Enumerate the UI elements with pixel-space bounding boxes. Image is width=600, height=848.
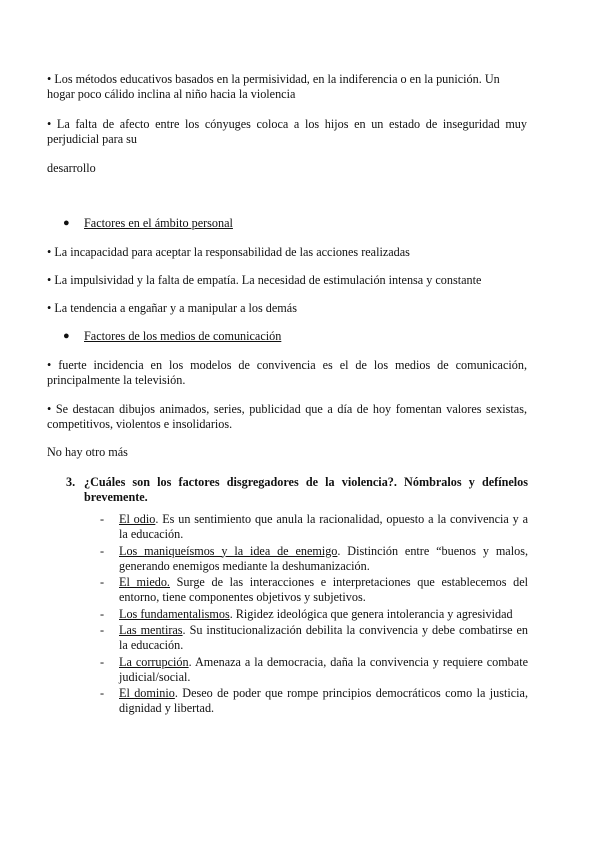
medios-item-2: • Se destacan dibujos animados, series, publicidad que a día de hoy fomentan valores sexistas, competitivos, violentos e insolidarios. <box>47 402 527 431</box>
personal-item-1: • La incapacidad para aceptar la responsabilidad de las acciones realizadas <box>47 245 410 259</box>
paragraph-desarrollo: desarrollo <box>47 161 96 175</box>
factor-term: El dominio <box>119 686 175 700</box>
personal-item-2: • La impulsividad y la falta de empatía. La necesidad de estimulación intensa y constante <box>47 273 482 287</box>
dash-bullet: - <box>100 543 105 558</box>
medios-item-1: • fuerte incidencia en los modelos de convivencia es el de los medios de comunicación, principalmente la televisión. <box>47 358 527 387</box>
question-text: ¿Cuáles son los factores disgregadores de la violencia?. Nómbralos y defínelos brevemente. <box>84 475 528 504</box>
list-item <box>100 544 528 574</box>
factor-term: Los maniqueísmos y la idea de enemigo <box>119 543 338 558</box>
factor-desc: . Deseo de poder que rompe principios democráticos como la justicia, dignidad y libertad. <box>119 686 528 715</box>
list-item <box>100 607 528 622</box>
paragraph-metodos-educativos: • Los métodos educativos basados en la permisividad, en la indiferencia o en la punición. Un hogar poco cálido inclina al niño hacia la violencia <box>47 72 500 101</box>
factor-desc: . Es un sentimiento que anula la racionalidad, opuesto a la convivencia y a la educación. <box>119 512 529 541</box>
factors-list <box>100 512 528 718</box>
list-item <box>100 575 528 605</box>
paragraph-no-hay-otro: No hay otro más <box>47 445 128 459</box>
paragraph-falta-afecto: • La falta de afecto entre los cónyuges coloca a los hijos en un estado de inseguridad muy perjudicial para su <box>47 117 527 146</box>
factor-term: La corrupción <box>119 654 189 669</box>
list-item <box>100 623 528 653</box>
dash-bullet: - <box>100 654 105 669</box>
list-item <box>100 512 528 542</box>
list-item <box>100 655 528 685</box>
dash-bullet: - <box>100 575 105 589</box>
factor-desc: . Rigidez ideológica que genera intolerancia y agresividad <box>229 606 513 621</box>
dash-bullet: - <box>100 606 105 621</box>
dash-bullet: - <box>100 686 105 700</box>
factor-term: El miedo. <box>119 575 170 589</box>
factor-desc: . Amenaza a la democracia, daña la convivencia y requiere combate judicial/social. <box>119 654 528 684</box>
factor-term: Las mentiras <box>119 623 183 637</box>
factor-desc: . Su institucionalización debilita la convivencia y debe combatirse en la educación. <box>119 623 528 652</box>
heading-label: Factores de los medios de comunicación <box>84 329 282 343</box>
question-number: 3. <box>66 475 76 489</box>
factor-desc: Surge de las interacciones e interpretaciones que establecemos del entorno, tiene componentes objetivos y subjetivos. <box>119 575 528 604</box>
factor-term: El odio <box>119 512 156 526</box>
list-item <box>100 686 528 716</box>
factor-desc: . Distinción entre “buenos y malos, generando enemigos mediante la deshumanización. <box>119 543 528 573</box>
heading-label: Factores en el ámbito personal <box>84 216 233 230</box>
dash-bullet: - <box>100 512 105 526</box>
personal-item-3: • La tendencia a engañar y a manipular a los demás <box>47 301 297 315</box>
factor-term: Los fundamentalismos <box>119 606 230 621</box>
dash-bullet: - <box>100 623 105 637</box>
bullet-dot-icon: ● <box>63 217 70 229</box>
bullet-dot-icon: ● <box>63 330 70 342</box>
